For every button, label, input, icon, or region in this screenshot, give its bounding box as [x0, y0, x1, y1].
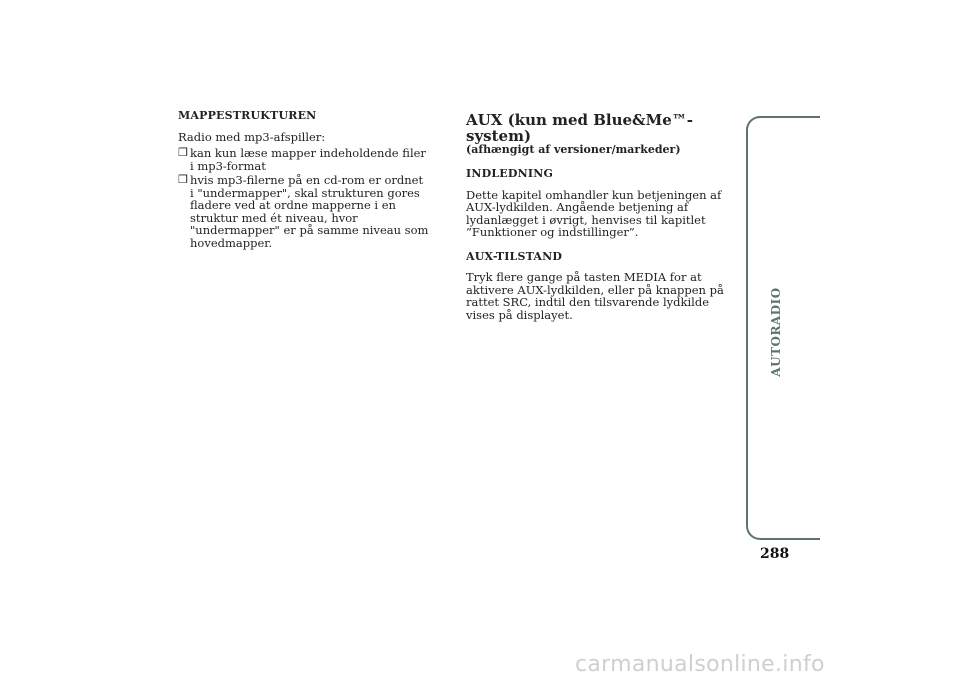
aux-tilstand-text: Tryk flere gange på tasten MEDIA for at aktivere AUX-lydkilden, eller på knappen på rattet SRC, indtil den tilsvarende lydkilde vises på displayet. [466, 270, 724, 322]
intro-text: Radio med mp3-afspiller: [178, 129, 326, 144]
chapter-side-label: AUTORADIO [769, 287, 783, 377]
mappestrukturen-heading: MAPPESTRUKTUREN [178, 109, 317, 122]
page-number: 288 [760, 546, 790, 562]
list-item-text: kan kun læse mapper indeholdende filer i mp3-format [190, 146, 426, 173]
right-column [466, 110, 736, 325]
checkbox-bullet-icon: ❒ [178, 146, 188, 159]
checkbox-bullet-icon: ❒ [178, 173, 188, 186]
indledning-heading: INDLEDNING [466, 167, 554, 180]
aux-tilstand-heading: AUX-TILSTAND [466, 249, 563, 263]
list-item-text: hvis mp3-filerne på en cd-rom er ordnet i "undermapper", skal strukturen gores fladere ved at ordne mapperne i en struktur med ét niveau, hvor "undermapper" er på samme niveau som hovedmapper. [190, 173, 429, 250]
list-item [178, 147, 430, 172]
indledning-text: Dette kapitel omhandler kun betjeningen af AUX-lydkilden. Angående betjening af lydanlægget i øvrigt, henvises til kapitlet ”Funktioner og indstillinger”. [466, 187, 722, 239]
left-column [178, 110, 430, 251]
bullet-list [178, 147, 430, 249]
chapter-side-tab [746, 116, 820, 540]
aux-title: AUX (kun med Blue&Me™-system) [466, 111, 693, 145]
list-item [178, 174, 430, 249]
watermark-text: carmanualsonline.info [575, 652, 825, 677]
aux-subtitle: (afhængigt af versioner/markeder) [466, 143, 681, 156]
